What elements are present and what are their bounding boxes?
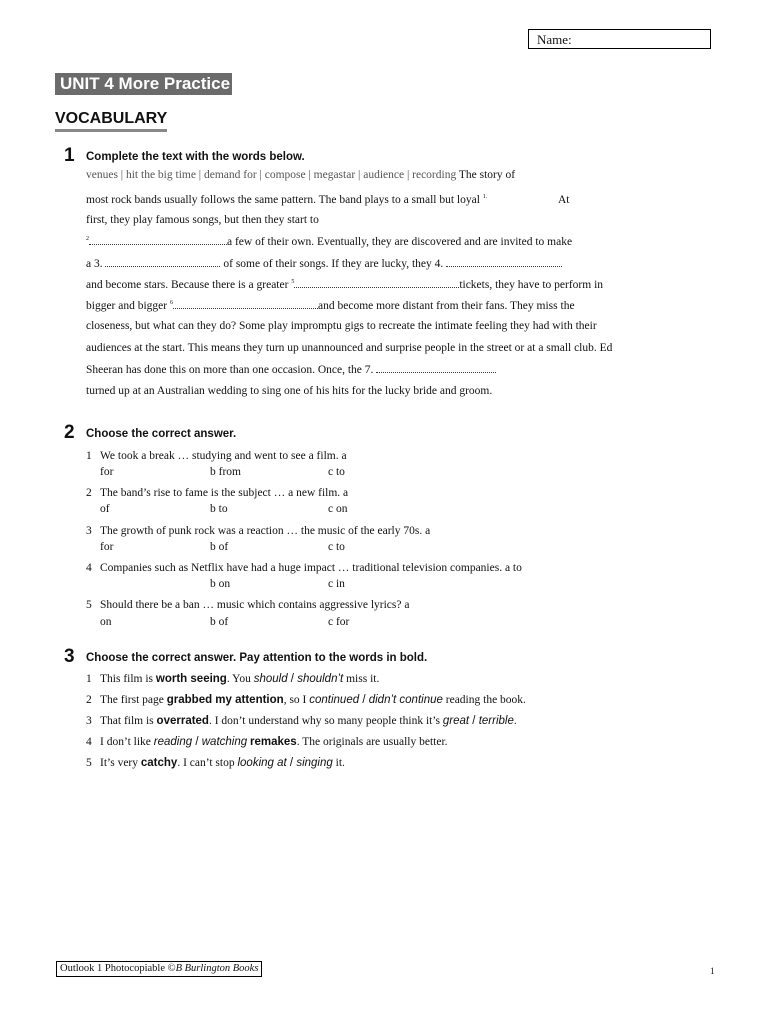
option-c[interactable]: c for: [328, 616, 350, 628]
question-number: 1: [86, 450, 92, 462]
question-text: [100, 736, 448, 748]
question-text: [100, 715, 517, 727]
exercise-number: 2: [64, 422, 75, 443]
unit-title: UNIT 4 More Practice: [55, 73, 232, 95]
text-fragment: a few of their own. Eventually, they are discovered and are invited to make: [227, 236, 573, 248]
option-b[interactable]: b from: [210, 466, 241, 478]
text-fragment: a 3.: [86, 258, 103, 270]
exercise-number: 1: [64, 145, 75, 166]
text-fragment: . The originals are usually better.: [296, 736, 448, 748]
footer-text: Outlook 1 Photocopiable ©: [60, 963, 176, 974]
text-line: [86, 342, 612, 354]
question-number: 4: [86, 736, 92, 748]
text-line: closeness, but what can they do? Some play impromptu gigs to recreate the intimate feeling they had with their: [86, 320, 597, 332]
gap-number: 6: [170, 300, 173, 307]
choice-separator: /: [469, 715, 479, 727]
bold-phrase: grabbed my attention: [166, 694, 284, 706]
text-fragment: I don’t like: [100, 736, 154, 748]
option-b[interactable]: b on: [210, 578, 231, 590]
text-fragment: of some of their songs. If they are lucky, they 4.: [223, 258, 444, 270]
text-fragment: miss it.: [343, 673, 380, 685]
text-line: [86, 363, 496, 376]
text-fragment: At: [558, 194, 570, 206]
text-fragment: bigger and bigger: [86, 300, 168, 312]
option-a[interactable]: for: [100, 541, 114, 553]
option-c[interactable]: c on: [328, 503, 348, 515]
section-heading: VOCABULARY: [55, 109, 167, 132]
word-list: venues | hit the big time | demand for | compose | megastar | audience | recording: [86, 169, 457, 181]
text-fragment: and become more distant from their fans. They miss the: [318, 300, 575, 312]
answer-gap[interactable]: [173, 299, 318, 309]
question-text: The band’s rise to fame is the subject … a new film. a: [100, 487, 349, 499]
answer-gap[interactable]: [89, 235, 227, 245]
text-fragment: , so I: [283, 694, 310, 706]
text-fragment: That film is: [100, 715, 157, 727]
question-number: 2: [86, 487, 92, 499]
choice-option[interactable]: watching: [201, 736, 248, 748]
option-c[interactable]: c to: [328, 466, 345, 478]
text-line: [86, 194, 487, 206]
text-fragment: . You: [226, 673, 254, 685]
bold-phrase: worth seeing: [155, 673, 227, 685]
name-field[interactable]: Name:: [528, 29, 711, 49]
question-number: 3: [86, 715, 92, 727]
bold-phrase: catchy: [140, 757, 178, 769]
option-a[interactable]: on: [100, 616, 112, 628]
text-line: [86, 299, 575, 312]
gap-number: 1.: [482, 194, 488, 201]
answer-gap[interactable]: [105, 257, 220, 267]
exercise-instruction: Choose the correct answer. Pay attention to the words in bold.: [86, 652, 428, 664]
question-text: The growth of punk rock was a reaction … the music of the early 70s. a: [100, 525, 431, 537]
choice-separator: /: [287, 673, 298, 685]
choice-option[interactable]: didn’t continue: [368, 694, 443, 706]
answer-gap[interactable]: [446, 257, 562, 267]
text-fragment: The story of: [458, 169, 516, 181]
choice-separator: /: [286, 757, 297, 769]
publisher-logo: B Burlington Books: [175, 963, 259, 974]
text-line: [86, 235, 572, 248]
option-b[interactable]: b to: [210, 503, 228, 515]
choice-separator: /: [192, 736, 202, 748]
exercise-instruction: Choose the correct answer.: [86, 428, 237, 440]
gap-number: 5: [291, 279, 295, 286]
copyright-footer: [56, 961, 262, 977]
question-text: [100, 673, 379, 685]
option-a[interactable]: for: [100, 466, 114, 478]
question-text: We took a break … studying and went to see a film. a: [100, 450, 347, 462]
question-text: Should there be a ban … music which contains aggressive lyrics? a: [100, 599, 410, 611]
text-line: turned up at an Australian wedding to sing one of his hits for the lucky bride and groom.: [86, 385, 493, 397]
text-line: first, they play famous songs, but then they start to: [86, 214, 319, 226]
option-a[interactable]: of: [100, 503, 110, 515]
bold-phrase: remakes: [250, 736, 297, 748]
text-fragment: .: [513, 715, 517, 727]
text-fragment: . I can’t stop: [177, 757, 238, 769]
choice-option[interactable]: continued: [309, 694, 360, 706]
choice-option[interactable]: reading: [153, 736, 193, 748]
exercise-number: 3: [64, 646, 75, 667]
text-fragment: . I don’t understand why so many people think it’s: [208, 715, 443, 727]
question-number: 4: [86, 562, 92, 574]
text-fragment: most rock bands usually follows the same pattern. The band plays to a small but loyal: [86, 194, 480, 206]
answer-gap[interactable]: [294, 278, 459, 288]
text-fragment: audiences at the start. This means they turn up unannounced and surprise people in the street or at: [86, 342, 536, 354]
choice-option[interactable]: should: [253, 673, 288, 685]
text-line: [86, 169, 515, 181]
text-fragment: The first page: [100, 694, 167, 706]
text-fragment: This film is: [100, 673, 156, 685]
question-number: 5: [86, 757, 92, 769]
text-fragment: It’s very: [100, 757, 141, 769]
question-text: Companies such as Netflix have had a huge impact … traditional television companies. a to: [100, 562, 522, 574]
choice-option[interactable]: great: [442, 715, 470, 727]
bold-phrase: overrated: [156, 715, 209, 727]
text-fragment: tickets, they have to perform in: [459, 279, 604, 291]
question-text: [100, 757, 345, 769]
text-fragment: reading the book.: [442, 694, 526, 706]
choice-option[interactable]: looking at: [237, 757, 287, 769]
choice-separator: /: [359, 694, 369, 706]
question-number: 2: [86, 694, 92, 706]
text-fragment: it.: [332, 757, 345, 769]
option-b[interactable]: b of: [210, 541, 229, 553]
gap-number: 2: [86, 236, 89, 243]
text-line: [86, 278, 603, 291]
option-c[interactable]: c to: [328, 541, 345, 553]
answer-gap[interactable]: [376, 363, 496, 373]
option-c[interactable]: c in: [328, 578, 345, 590]
question-number: 3: [86, 525, 92, 537]
question-number: 1: [86, 673, 92, 685]
page-mark: 1: [710, 966, 715, 976]
text-fragment: Sheeran has done this on more than one occasion. Once, the 7.: [86, 364, 374, 376]
question-number: 5: [86, 599, 92, 611]
text-fragment: a small club. Ed: [538, 342, 613, 354]
text-line: [86, 257, 562, 270]
choice-option[interactable]: singing: [296, 757, 333, 769]
choice-option[interactable]: shouldn’t: [297, 673, 344, 685]
choice-option[interactable]: terrible: [478, 715, 514, 727]
option-b[interactable]: b of: [210, 616, 229, 628]
exercise-instruction: Complete the text with the words below.: [86, 151, 305, 163]
text-fragment: and become stars. Because there is a greater: [86, 279, 289, 291]
question-text: [100, 694, 526, 706]
